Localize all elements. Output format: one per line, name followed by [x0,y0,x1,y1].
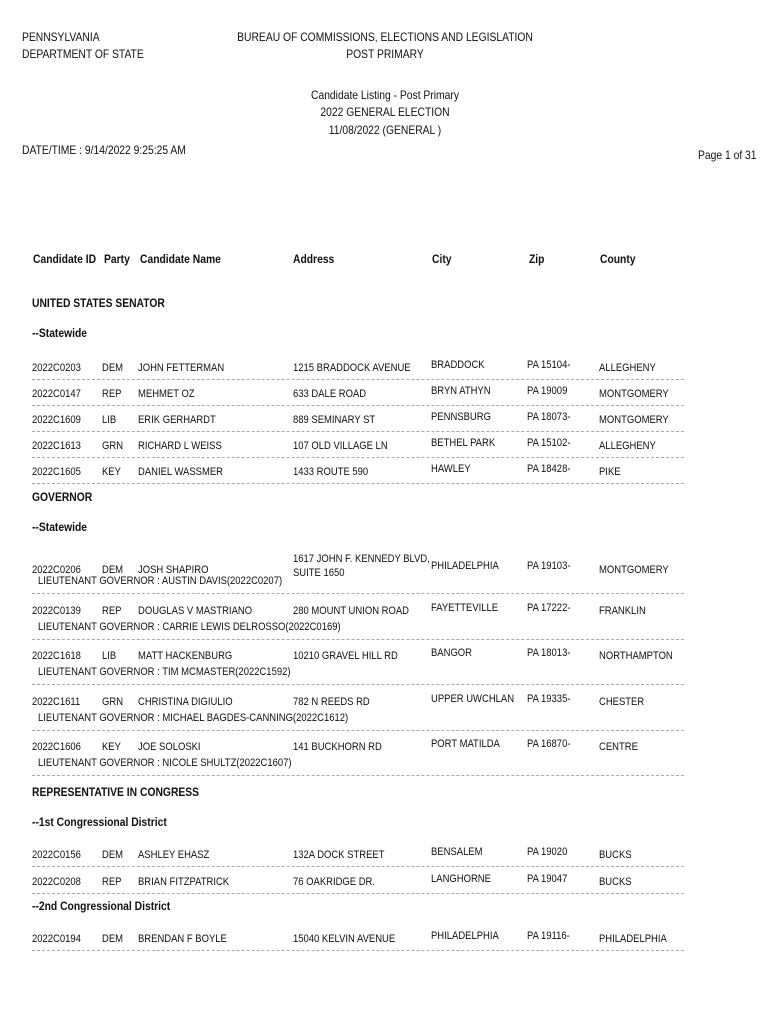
cell-name: BRENDAN F BOYLE [138,933,227,945]
cell-id: 2022C1606 [32,741,81,753]
row-separator [32,379,684,380]
cell-zip: PA 15104- [527,359,571,371]
cell-id: 2022C1618 [32,650,81,662]
department-name: DEPARTMENT OF STATE [22,47,144,61]
cell-county: ALLEGHENY [599,440,656,452]
cell-name: RICHARD L WEISS [138,440,222,452]
cell-county: ALLEGHENY [599,362,656,374]
cell-address: 633 DALE ROAD [293,388,367,400]
cell-county: MONTGOMERY [599,564,669,576]
cell-name: MEHMET OZ [138,388,195,400]
cell-city: HAWLEY [431,463,471,475]
cell-city: PORT MATILDA [431,738,500,750]
cell-zip: PA 18073- [527,411,571,423]
cell-party: GRN [102,695,124,708]
cell-zip: PA 17222- [527,601,571,614]
section-title-governor: GOVERNOR [32,490,93,504]
cell-name: JOE SOLOSKI [138,741,201,753]
cell-party: KEY [102,741,121,753]
cell-id: 2022C0194 [32,933,81,945]
cell-id: 2022C1611 [32,695,81,708]
cell-zip: PA 16870- [527,738,571,750]
lieutenant-governor: LIEUTENANT GOVERNOR : MICHAEL BAGDES-CANNING(2022C1612) [38,711,349,724]
election-date: 11/08/2022 (GENERAL ) [328,123,442,137]
cell-name: JOHN FETTERMAN [138,362,225,374]
state-name: PENNSYLVANIA [22,30,100,44]
cell-zip: PA 19047 [527,873,568,885]
cell-address: 889 SEMINARY ST [293,414,376,426]
cell-county: BUCKS [599,849,632,861]
cell-party: DEM [102,933,124,945]
cell-address: 280 MOUNT UNION ROAD [293,604,409,617]
col-zip: Zip [529,252,545,266]
cell-city: PHILADELPHIA [431,560,499,572]
col-address: Address [293,252,335,266]
cell-name: MATT HACKENBURG [138,650,233,662]
cell-party: REP [102,876,122,888]
cell-party: LIB [102,414,117,426]
col-county: County [600,252,636,266]
cell-party: GRN [102,440,124,452]
row-separator [32,866,684,867]
cell-party: KEY [102,466,121,478]
cell-id: 2022C0147 [32,388,81,400]
cell-party: DEM [102,564,124,576]
cell-name: ASHLEY EHASZ [138,849,210,861]
cell-name: DANIEL WASSMER [138,466,223,478]
row-separator [32,893,684,894]
cell-zip: PA 19103- [527,560,571,572]
cell-id: 2022C0156 [32,849,81,861]
cell-name: JOSH SHAPIRO [138,564,209,576]
cell-address: 132A DOCK STREET [293,849,385,861]
row-separator [32,775,684,776]
row-separator [32,950,684,951]
district-title-congress-1: --1st Congressional District [32,815,167,829]
district-title-senate: --Statewide [32,326,88,340]
bureau-title: BUREAU OF COMMISSIONS, ELECTIONS AND LEGISLATION [237,30,533,44]
row-separator [32,431,684,432]
report-datetime: DATE/TIME : 9/14/2022 9:25:25 AM [22,143,186,157]
cell-address: 15040 KELVIN AVENUE [293,933,396,945]
cell-party: LIB [102,650,117,662]
cell-address: 782 N REEDS RD [293,695,370,708]
cell-zip: PA 19116- [527,930,570,942]
cell-county: NORTHAMPTON [599,650,673,662]
cell-id: 2022C0208 [32,876,81,888]
cell-zip: PA 19335- [527,692,571,705]
cell-city: LANGHORNE [431,873,491,885]
lieutenant-governor: LIEUTENANT GOVERNOR : TIM MCMASTER(2022C1592) [38,666,291,678]
cell-zip: PA 18428- [527,463,571,475]
district-title-governor: --Statewide [32,520,88,534]
cell-county: MONTGOMERY [599,388,669,400]
cell-party: DEM [102,362,124,374]
row-separator [32,483,684,484]
district-title-congress-2: --2nd Congressional District [32,899,171,913]
cell-city: FAYETTEVILLE [431,601,499,614]
cell-city: BANGOR [431,647,473,659]
cell-city: BENSALEM [431,846,483,858]
cell-party: REP [102,388,122,400]
cell-city: UPPER UWCHLAN [431,692,515,705]
cell-county: PIKE [599,466,621,478]
cell-county: CENTRE [599,741,638,753]
cell-party: DEM [102,849,124,861]
col-candidate-id: Candidate ID [33,252,97,266]
cell-county: BUCKS [599,876,632,888]
row-separator [32,457,684,458]
cell-name: ERIK GERHARDT [138,414,216,426]
cell-name: CHRISTINA DIGIULIO [138,695,233,708]
cell-address: 1617 JOHN F. KENNEDY BLVD, [293,553,430,565]
cell-zip: PA 18013- [527,647,571,659]
cell-address: 107 OLD VILLAGE LN [293,440,388,452]
cell-id: 2022C0139 [32,604,81,617]
cell-id: 2022C0206 [32,564,81,576]
cell-party: REP [102,604,122,617]
cell-city: BRYN ATHYN [431,385,491,397]
row-separator [32,639,684,640]
row-separator [32,684,684,685]
section-title-congress: REPRESENTATIVE IN CONGRESS [32,785,200,799]
cell-county: CHESTER [599,695,645,708]
cell-county: FRANKLIN [599,604,646,617]
row-separator [32,593,684,594]
cell-city: BETHEL PARK [431,437,496,449]
page-number: Page 1 of 31 [698,148,757,162]
row-separator [32,730,684,731]
cell-zip: PA 19020 [527,846,568,858]
row-separator [32,405,684,406]
cell-id: 2022C1609 [32,414,81,426]
cell-name: DOUGLAS V MASTRIANO [138,604,253,617]
cell-address: 141 BUCKHORN RD [293,741,382,753]
lieutenant-governor: LIEUTENANT GOVERNOR : CARRIE LEWIS DELROSSO(2022C0169) [38,620,341,633]
cell-address-line2: SUITE 1650 [293,567,345,579]
cell-id: 2022C1605 [32,466,81,478]
cell-address: 1433 ROUTE 590 [293,466,369,478]
cell-city: PENNSBURG [431,411,491,423]
cell-county: PHILADELPHIA [599,933,667,945]
col-party: Party [104,252,130,266]
lieutenant-governor: LIEUTENANT GOVERNOR : AUSTIN DAVIS(2022C0207) [38,575,283,587]
election-name: 2022 GENERAL ELECTION [320,105,450,119]
col-candidate-name: Candidate Name [140,252,221,266]
cell-zip: PA 19009 [527,385,568,397]
lieutenant-governor: LIEUTENANT GOVERNOR : NICOLE SHULTZ(2022C1607) [38,757,292,769]
cell-city: BRADDOCK [431,359,485,371]
cell-name: BRIAN FITZPATRICK [138,876,230,888]
cell-city: PHILADELPHIA [431,930,499,942]
cell-address: 1215 BRADDOCK AVENUE [293,362,411,374]
listing-title: Candidate Listing - Post Primary [310,88,459,102]
cell-id: 2022C0203 [32,362,81,374]
cell-zip: PA 15102- [527,437,571,449]
cell-county: MONTGOMERY [599,414,669,426]
col-city: City [432,252,452,266]
cell-address: 10210 GRAVEL HILL RD [293,650,398,662]
cell-address: 76 OAKRIDGE DR. [293,876,376,888]
cell-id: 2022C1613 [32,440,81,452]
section-title-senate: UNITED STATES SENATOR [32,296,165,310]
report-stage: POST PRIMARY [346,47,424,61]
